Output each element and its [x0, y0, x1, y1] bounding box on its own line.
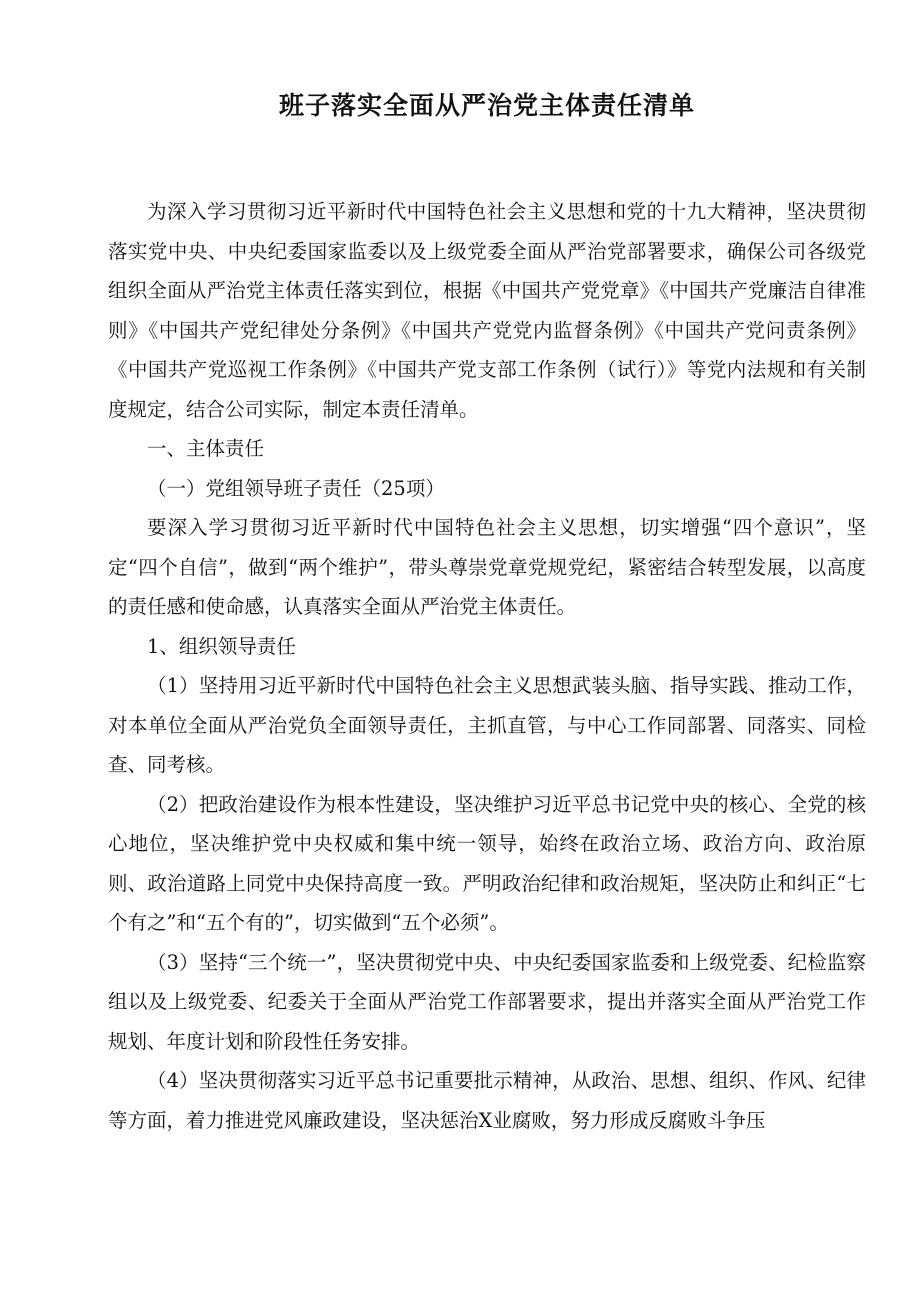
subsection-heading-leadership: （一）党组领导班子责任（25项） [147, 476, 445, 500]
clause-paragraph-4: （4）坚决贯彻落实习近平总书记重要批示精神，从政治、思想、组织、作风、纪律等方面，着力推进党风廉政建设，坚决惩治X业腐败，努力形成反腐败斗争压 [108, 1069, 866, 1132]
clause-paragraph-2: （2）把政治建设作为根本性建设，坚决维护习近平总书记党中央的核心、全党的核心地位，坚决维护党中央权威和集中统一领导，始终在政治立场、政治方向、政治原则、政治道路上同党中央保持高度一致。严明政治纪律和政治规矩，坚决防止和纠正“七个有之”和“五个有的”，切实做到“五个必须”。 [108, 792, 866, 934]
clause-paragraph-3: （3）坚持“三个统一”，坚决贯彻党中央、中央纪委国家监委和上级党委、纪检监察组以及上级党委、纪委关于全面从严治党工作部署要求，提出并落实全面从严治党工作规划、年度计划和阶段性任务安排。 [108, 950, 866, 1053]
clause-paragraph-1: （1）坚持用习近平新时代中国特色社会主义思想武装头脑、指导实践、推动工作，对本单位全面从严治党负全面领导责任，主抓直管，与中心工作同部署、同落实、同检查、同考核。 [108, 674, 866, 776]
intro-paragraph: 为深入学习贯彻习近平新时代中国特色社会主义思想和党的十九大精神，坚决贯彻落实党中央、中央纪委国家监委以及上级党委全面从严治党部署要求，确保公司各级党组织全面从严治党主体责任落实到位，根据《中国共产党党章》《中国共产党廉洁自律准则》《中国共产党纪律处分条例》《中国共产党党内监督条例》《中国共产党问责条例》《中国共产党巡视工作条例》《中国共产党支部工作条例（试行）》等党内法规和有关制度规定，结合公司实际，制定本责任清单。 [108, 200, 866, 421]
document-page [108, 86, 866, 1140]
document-title: 班子落实全面从严治党主体责任清单 [278, 91, 695, 120]
item-heading-organizational-leadership: 1、组织领导责任 [147, 634, 296, 658]
section-heading-main-responsibility: 一、主体责任 [147, 437, 265, 460]
subsection-paragraph: 要深入学习贯彻习近平新时代中国特色社会主义思想，切实增强“四个意识”，坚定“四个自信”，做到“两个维护”，带头尊崇党章党规党纪，紧密结合转型发展，以高度的责任感和使命感，认真落实全面从严治党主体责任。 [108, 516, 866, 618]
